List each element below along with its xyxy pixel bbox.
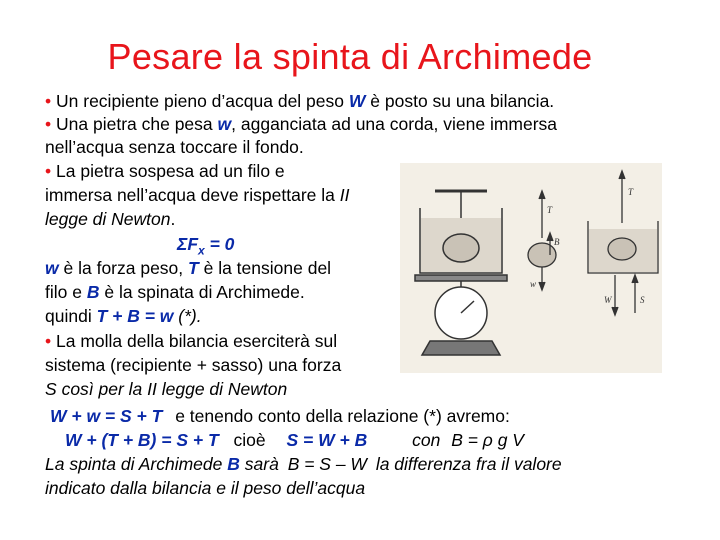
quindi-text: quindi — [45, 306, 92, 326]
symbol-S: S — [45, 379, 57, 399]
symbol-w: w — [217, 114, 232, 134]
forces-line-1 — [45, 257, 331, 279]
bullet-marker: • — [45, 161, 52, 181]
page-title: Pesare la spinta di Archimede — [107, 36, 593, 77]
symbol-B: B — [86, 282, 100, 302]
final-text-b: sarà — [244, 454, 279, 474]
equation-W-w-S-T: W + w = S + T — [50, 406, 163, 426]
bullet-2-line-2: nell’acqua senza toccare il fondo. — [45, 137, 304, 157]
bullet-4-line-3-text: così per la II legge di Newton — [61, 379, 288, 399]
label-W-low: W — [604, 295, 612, 305]
symbol-B: B — [227, 454, 240, 474]
bullet-3-line-2-text: immersa nell’acqua deve rispettare la — [45, 185, 335, 205]
B-description: è la spinata di Archimede. — [104, 282, 305, 302]
period: . — [170, 209, 176, 229]
final-text-d: la differenza fra il valore — [375, 454, 562, 474]
quindi-line — [45, 305, 202, 327]
bullet-4-line-1 — [45, 330, 337, 352]
beaker-on-scale — [415, 191, 507, 355]
filo-text: filo e — [45, 282, 82, 302]
system-free-body — [588, 171, 658, 315]
label-B-mid: B — [554, 237, 560, 247]
bullet-3-line-2 — [45, 184, 349, 206]
roman-ii: II — [339, 185, 350, 205]
bullet-marker: • — [45, 331, 52, 351]
bullet-4-line-2: sistema (recipiente + sasso) una forza — [45, 355, 342, 375]
bullet-4-line-3 — [45, 378, 287, 400]
equation-line-3 — [65, 429, 524, 451]
symbol-w: w — [45, 258, 59, 278]
con-text: con — [412, 430, 441, 450]
forces-line-2 — [45, 281, 305, 303]
newton-law-text: legge di Newton — [45, 209, 171, 229]
symbol-T: T — [188, 258, 199, 278]
bullet-1-tail: è posto su una bilancia. — [370, 91, 555, 111]
subscript-x: x — [198, 243, 205, 258]
equation-line-2 — [50, 405, 510, 427]
bullet-2-tail: , agganciata ad una corda, viene immersa — [231, 114, 558, 134]
equation-2-tail: e tenendo conto della relazione (*) avremo: — [175, 406, 510, 426]
bullet-1 — [45, 90, 554, 112]
bullet-1-text: Un recipiente pieno d’acqua del peso — [56, 91, 344, 111]
label-T-mid: T — [547, 205, 553, 215]
equation-T-B-w: T + B = w — [96, 306, 174, 326]
equation-expanded: W + (T + B) = S + T — [65, 430, 219, 450]
bullet-marker: • — [45, 114, 52, 134]
equation-B-rho-g-V: B = ρ g V — [451, 430, 524, 450]
w-description: è la forza peso, — [63, 258, 184, 278]
cioe-text: cioè — [233, 430, 266, 450]
bullet-2 — [45, 113, 557, 135]
figure-svg — [400, 163, 662, 373]
equation-B-S-W: B = S – W — [287, 454, 367, 474]
ref-star: (*). — [178, 306, 202, 326]
final-line-2: indicato dalla bilancia e il peso dell’acqua — [45, 478, 366, 498]
label-w-mid: w — [530, 279, 537, 289]
label-S-low: S — [640, 295, 645, 305]
bullet-3-line-1 — [45, 160, 285, 182]
equation-S-W-B: S = W + B — [286, 430, 368, 450]
final-line-1 — [45, 453, 562, 475]
archimedes-figure — [400, 163, 662, 373]
bullet-3-line-3 — [45, 208, 175, 230]
final-text-a: La spinta di Archimede — [45, 454, 223, 474]
bullet-3-text: La pietra sospesa ad un filo e — [56, 161, 285, 181]
sum-F: ΣF — [177, 234, 199, 254]
label-T-top: T — [628, 187, 634, 197]
bullet-2-text: Una pietra che pesa — [56, 114, 213, 134]
bullet-marker: • — [45, 91, 52, 111]
T-description: è la tensione del — [203, 258, 332, 278]
symbol-W: W — [348, 91, 366, 111]
equals-zero: = 0 — [209, 234, 235, 254]
bullet-4-text: La molla della bilancia eserciterà sul — [56, 331, 338, 351]
